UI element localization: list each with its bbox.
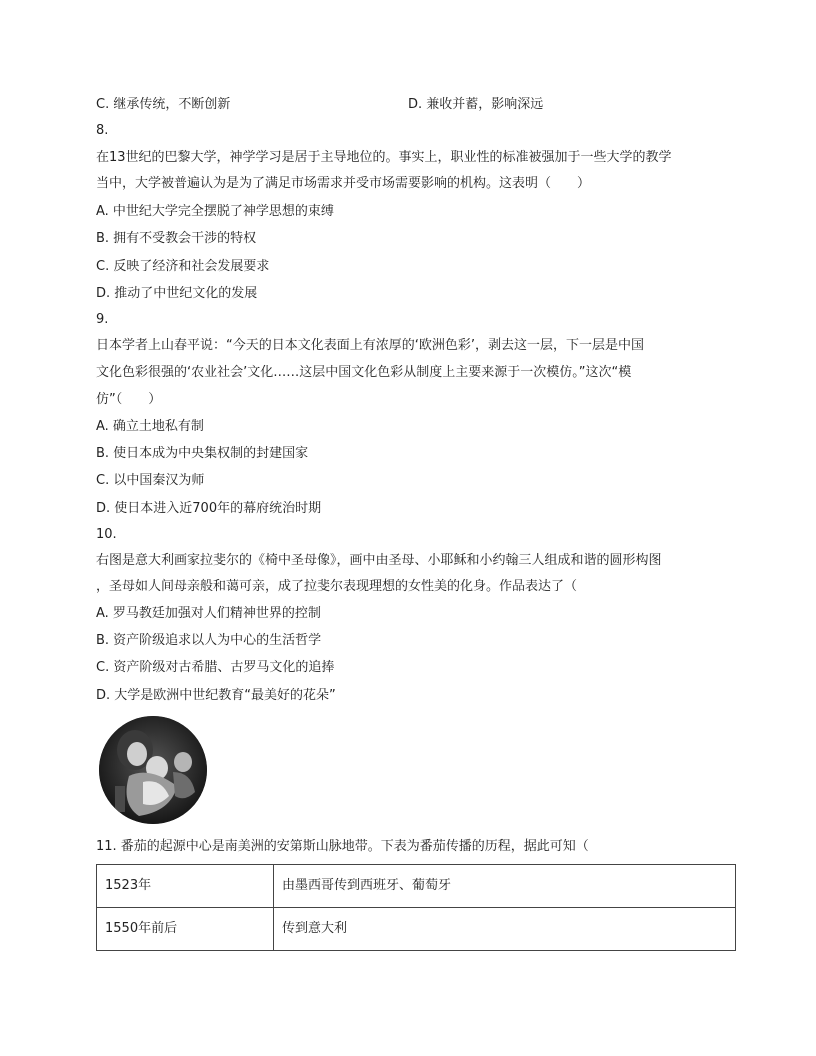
q7-option-c: C. 继承传统，不断创新: [96, 97, 231, 112]
q9-option-b: B. 使日本成为中央集权制的封建国家: [96, 446, 309, 461]
q10-number: 10.: [96, 527, 117, 542]
table-row: [97, 865, 736, 908]
q9-stem-line: 日本学者上山春平说：“今天的日本文化表面上有浓厚的‘欧洲色彩’，剥去这一层，下一层是中国: [96, 338, 645, 353]
q9-stem-line: 仿”（ ）: [96, 392, 162, 407]
table-cell-year: 1550年前后: [97, 908, 274, 951]
q8-option-a: A. 中世纪大学完全摆脱了神学思想的束缚: [96, 204, 334, 219]
q8-option-d: D. 推动了中世纪文化的发展: [96, 286, 258, 301]
q9-option-a: A. 确立土地私有制: [96, 419, 204, 434]
q10-stem-line: ，圣母如人间母亲般和蔼可亲，成了拉斐尔表现理想的女性美的化身。作品表达了（: [96, 579, 578, 594]
q7-option-d: D. 兼收并蓄，影响深远: [408, 97, 544, 112]
q9-option-d: D. 使日本进入近700年的幕府统治时期: [96, 501, 322, 516]
q8-option-c: C. 反映了经济和社会发展要求: [96, 259, 270, 274]
q8-option-b: B. 拥有不受教会干涉的特权: [96, 231, 257, 246]
q10-stem-line: 右图是意大利画家拉斐尔的《椅中圣母像》，画中由圣母、小耶稣和小约翰三人组成和谐的圆形构图: [96, 553, 662, 568]
table-row: [97, 908, 736, 951]
q9-option-c: C. 以中国秦汉为师: [96, 473, 205, 488]
q9-number: 9.: [96, 312, 109, 327]
table-cell-event: 传到意大利: [274, 908, 736, 951]
table-cell-year: 1523年: [97, 865, 274, 908]
table-cell-event: 由墨西哥传到西班牙、葡萄牙: [274, 865, 736, 908]
q11-stem: 11. 番茄的起源中心是南美洲的安第斯山脉地带。下表为番茄传播的历程，据此可知（: [96, 839, 589, 854]
madonna-painting-image: [99, 716, 207, 824]
q8-number: 8.: [96, 123, 109, 138]
q10-option-d: D. 大学是欧洲中世纪教育“最美好的花朵”: [96, 688, 336, 703]
q10-option-b: B. 资产阶级追求以人为中心的生活哲学: [96, 633, 322, 648]
tomato-spread-table: [96, 864, 736, 951]
q8-stem-line: 当中，大学被普遍认为是为了满足市场需求并受市场需要影响的机构。这表明（ ）: [96, 176, 591, 191]
q10-option-c: C. 资产阶级对古希腊、古罗马文化的追捧: [96, 660, 335, 675]
q9-stem-line: 文化色彩很强的‘农业社会’文化……这层中国文化色彩从制度上主要来源于一次模仿。”这次“模: [96, 365, 632, 380]
q10-option-a: A. 罗马教廷加强对人们精神世界的控制: [96, 606, 321, 621]
painting-illustration: [99, 716, 207, 824]
q8-stem-line: 在13世纪的巴黎大学，神学学习是居于主导地位的。事实上，职业性的标准被强加于一些大学的教学: [96, 150, 672, 165]
